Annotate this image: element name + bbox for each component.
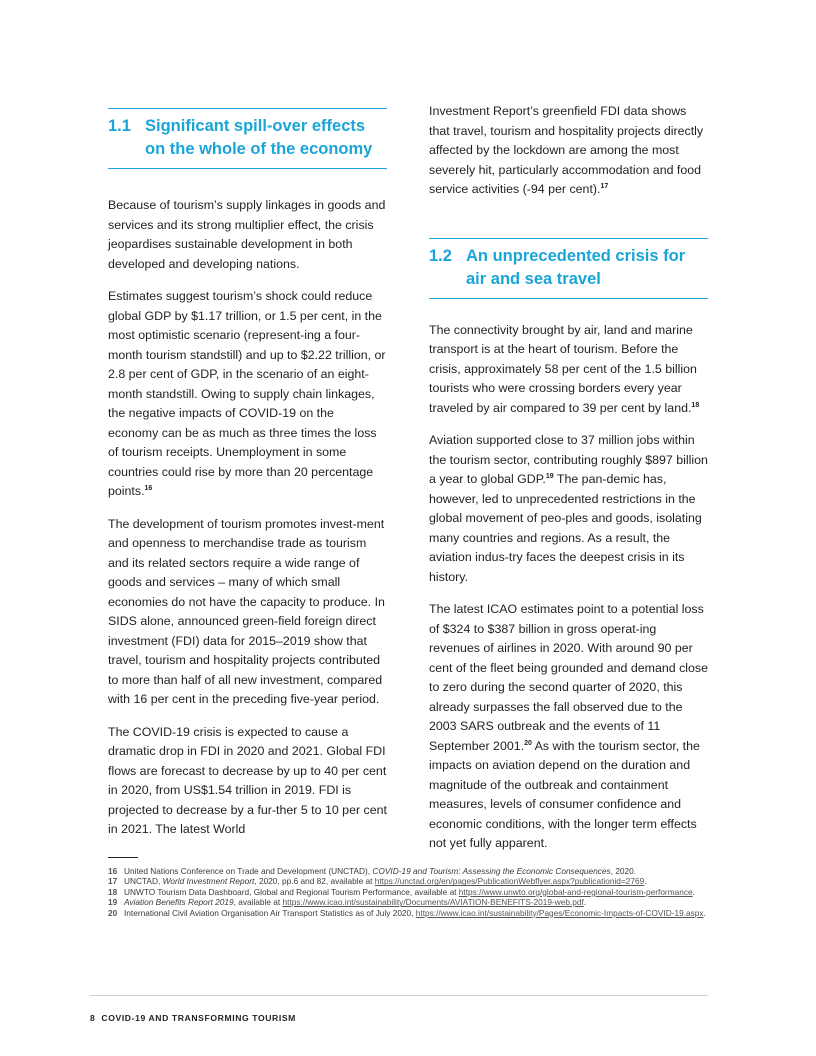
paragraph: The development of tourism promotes invest-ment and openness to merchandise trade as tourism and its related sectors require a wide range of goods and services – many of which small economies do not have the capacity to produce. In SIDS alone, announced green-field foreign direct investment (FDI) data for 2015–2019 show that travel, tourism and hospitality projects contributed to more than half of all new investment, compared with 16 per cent in the preceding five-year period.	[108, 516, 385, 706]
footer-divider	[90, 995, 708, 996]
publication-title: COVID-19 AND TRANSFORMING TOURISM	[101, 1013, 296, 1023]
paragraph: Because of tourism’s supply linkages in goods and services and its strong multiplier effect, the crisis jeopardises sustainable development in both developed and developing nations.	[108, 198, 386, 271]
left-column	[108, 108, 387, 840]
page-footer	[90, 1013, 296, 1023]
footnote: 16 United Nations Conference on Trade and Development (UNCTAD), COVID-19 and Tourism: Assessing the Economic Consequences, 2020.	[108, 866, 637, 876]
footnote: 18 UNWTO Tourism Data Dashboard, Global and Regional Tourism Performance, available at https://www.unwto.org/global-and-regional-tourism-performance.	[108, 886, 695, 897]
section-title: An unprecedented crisis for air and sea travel	[466, 246, 686, 288]
footnote-link[interactable]: https://unctad.org/en/pages/PublicationWebflyer.aspx?publicationid=2769	[374, 876, 645, 887]
footnote-ref[interactable]: 20	[524, 739, 532, 747]
footnote: 17 UNCTAD, World Investment Report, 2020, pp.6 and 82, available at https://unctad.org/en/pages/PublicationWebflyer.aspx?publicationid=2769.	[108, 876, 647, 887]
footnote-link[interactable]: https://www.icao.int/sustainability/Documents/AVIATION-BENEFITS-2019-web.pdf	[282, 897, 584, 908]
section-heading-1-2	[429, 238, 708, 299]
paragraph: Aviation supported close to 37 million jobs within the tourism sector, contributing roughly $897 billion a year to global GDP.$^{19}$ The pan-demic has, however, led to unprecedented restrictions in the global movement of peo-ples and goods, isolating many countries and regions. As a result, the aviation indus-try faces the deepest crisis in its history.	[429, 433, 708, 584]
footnote: 20 International Civil Aviation Organisation Air Transport Statistics as of July 2020, https://www.icao.int/sustainability/Pages/Economic-Impacts-of-COVID-19.aspx.	[108, 907, 706, 918]
footnote-ref[interactable]: 16	[144, 484, 153, 492]
footnote-link[interactable]: https://www.unwto.org/global-and-regional-tourism-performance	[458, 886, 693, 897]
right-column	[429, 102, 708, 854]
paragraph: Estimates suggest tourism’s shock could reduce global GDP by $1.17 trillion, or 1.5 per cent, in the most optimistic scenario (represent-ing a four-month tourism standstill) and up to $2.22 trillion, or 2.8 per cent of GDP, in the scenario of an eight-month standstill. Owing to supply chain linkages, the negative impacts of COVID-19 on the economy can be as much as three times the loss of tourism receipts. Unemployment in some countries could rise by more than 20 percentage points.$^{16}$	[108, 289, 386, 498]
page-number: 8	[90, 1013, 96, 1023]
section-number: 1.2	[429, 246, 452, 265]
footnote: 19 Aviation Benefits Report 2019, available at https://www.icao.int/sustainability/Documents/AVIATION-BENEFITS-2019-web.pdf.	[108, 897, 587, 908]
footnote-link[interactable]: https://www.icao.int/sustainability/Pages/Economic-Impacts-of-COVID-19.aspx	[415, 907, 704, 918]
footnote-ref[interactable]: 19	[545, 472, 554, 480]
section-heading-1-1	[108, 108, 387, 169]
footnote-ref[interactable]: 18	[691, 401, 700, 409]
footnote-divider	[108, 857, 138, 858]
paragraph: The connectivity brought by air, land and marine transport is at the heart of tourism. Before the crisis, approximately 58 per cent of the 1.5 billion tourists who were crossing borders every year traveled by air compared to 39 per cent by land.$^{18}$	[429, 322, 700, 415]
paragraph: The COVID-19 crisis is expected to cause a dramatic drop in FDI in 2020 and 2021. Global FDI flows are forecast to decrease by up to 40 per cent in 2020, from US$1.54 trillion in 2019. FDI is projected to decrease by a fur-ther 5 to 10 per cent in 2021. The latest World	[108, 724, 387, 836]
footnotes	[108, 858, 708, 918]
footnote-ref[interactable]: 17	[600, 182, 609, 190]
paragraph: The latest ICAO estimates point to a potential loss of $324 to $387 billion in gross operat-ing revenues of airlines in 2020. With around 90 per cent of the fleet being grounded and demand close to zero during the second quarter of 2020, this already surpasses the fall observed due to the 2003 SARS outbreak and the events of 11 September 2001.20 As with the tourism sector, the impacts on aviation depend on the duration and magnitude of the outbreak and containment measures, levels of consumer confidence and economic conditions, with the longer term effects not yet fully apparent.	[429, 602, 708, 850]
section-number: 1.1	[108, 117, 131, 135]
section-title: Significant spill-over effects on the whole of the economy	[145, 117, 373, 158]
paragraph: Investment Report’s greenfield FDI data shows that travel, tourism and hospitality projects directly affected by the lockdown are among the most severely hit, particularly accommodation and food service activities (-94 per cent).$^{17}$	[429, 104, 704, 196]
